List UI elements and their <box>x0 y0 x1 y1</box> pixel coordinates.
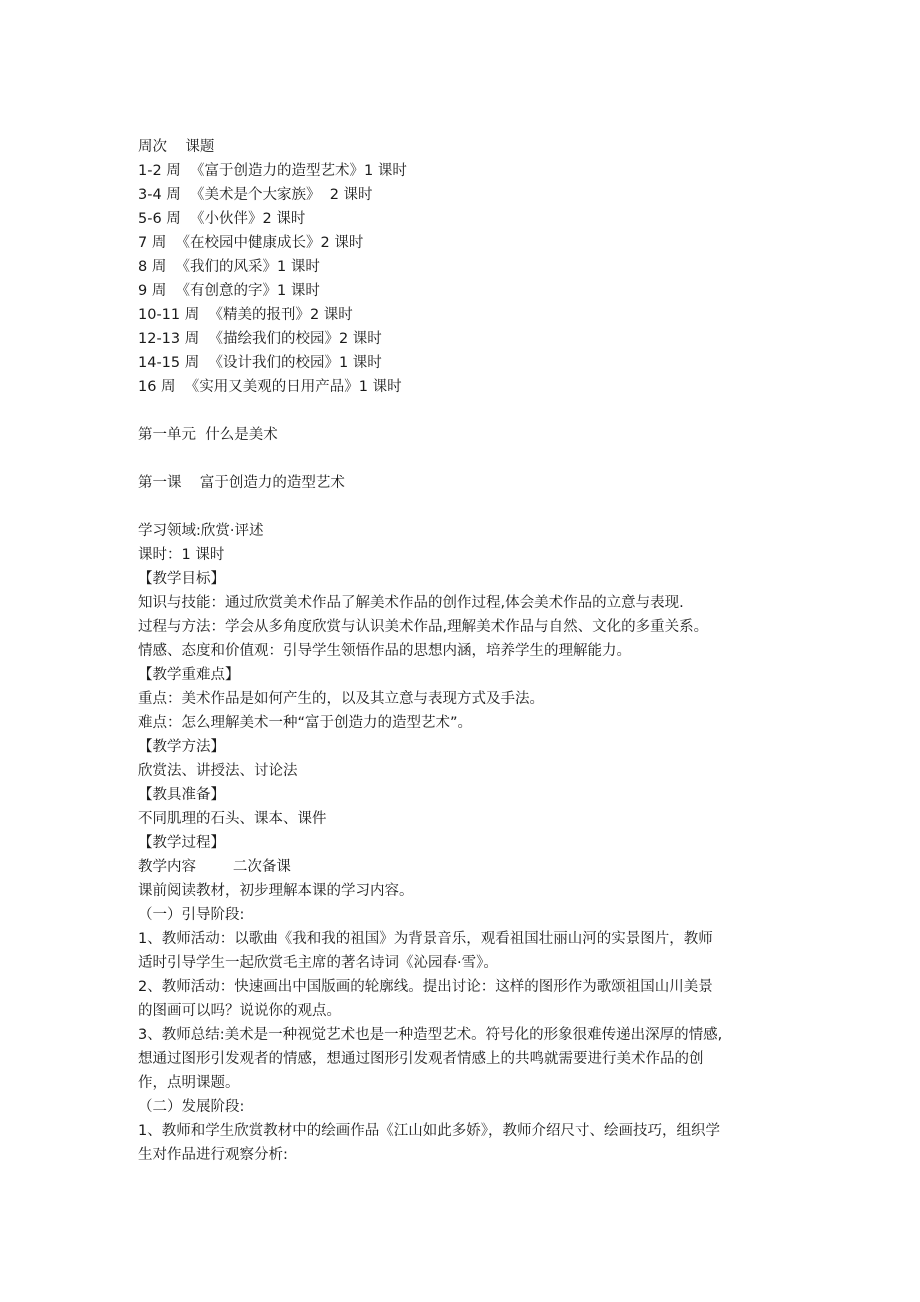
schedule-row: 10-11 周 《精美的报刊》2 课时 <box>138 307 353 323</box>
schedule-row: 8 周 《我们的风采》1 课时 <box>138 259 320 275</box>
document-page <box>138 135 788 1167</box>
schedule-row: 5-6 周 《小伙伴》2 课时 <box>138 211 306 227</box>
goal-attitude: 情感、态度和价值观：引导学生领悟作品的思想内涵，培养学生的理解能力。 <box>138 643 631 659</box>
tools-text: 不同肌理的石头、课本、课件 <box>138 811 327 827</box>
spacer <box>138 399 788 423</box>
process-columns: 教学内容 二次备课 <box>138 859 291 875</box>
key-point: 重点：美术作品是如何产生的，以及其立意与表现方式及手法。 <box>138 691 544 707</box>
method-heading: 【教学方法】 <box>138 739 225 755</box>
step-text: 2、教师活动：快速画出中国版画的轮廓线。提出讨论：这样的图形作为歌颂祖国山川美景 <box>138 979 713 995</box>
stage-one-heading: （一）引导阶段: <box>138 907 245 923</box>
step-text: 生对作品进行观察分析: <box>138 1147 288 1163</box>
key-heading: 【教学重难点】 <box>138 667 240 683</box>
preview-text: 课前阅读教材，初步理解本课的学习内容。 <box>138 883 414 899</box>
step-text: 3、教师总结:美术是一种视觉艺术也是一种造型艺术。符号化的形象很难传递出深厚的情感, <box>138 1027 723 1043</box>
step-text: 的图画可以吗？说说你的观点。 <box>138 1003 341 1019</box>
step-text: 适时引导学生一起欣赏毛主席的著名诗词《沁园春·雪》。 <box>138 955 498 971</box>
schedule-row: 16 周 《实用又美观的日用产品》1 课时 <box>138 379 402 395</box>
tools-heading: 【教具准备】 <box>138 787 225 803</box>
schedule-row: 7 周 《在校园中健康成长》2 课时 <box>138 235 364 251</box>
spacer <box>138 495 788 519</box>
goals-heading: 【教学目标】 <box>138 571 225 587</box>
schedule-row: 9 周 《有创意的字》1 课时 <box>138 283 320 299</box>
unit-title: 第一单元 什么是美术 <box>138 427 278 443</box>
process-heading: 【教学过程】 <box>138 835 225 851</box>
schedule-row: 1-2 周 《富于创造力的造型艺术》1 课时 <box>138 163 407 179</box>
learning-domain: 学习领域:欣赏·评述 <box>138 523 264 539</box>
step-text: 想通过图形引发观者的情感，想通过图形引发观者情感上的共鸣就需要进行美术作品的创 <box>138 1051 704 1067</box>
step-text: 1、教师和学生欣赏教材中的绘画作品《江山如此多娇》，教师介绍尺寸、绘画技巧，组织学 <box>138 1123 720 1139</box>
stage-two-heading: （二）发展阶段: <box>138 1099 245 1115</box>
schedule-row: 3-4 周 《美术是个大家族》 2 课时 <box>138 187 373 203</box>
difficulty-point: 难点：怎么理解美术一种“富于创造力的造型艺术”。 <box>138 715 473 731</box>
lesson-title: 第一课 富于创造力的造型艺术 <box>138 475 345 491</box>
step-text: 1、教师活动：以歌曲《我和我的祖国》为背景音乐，观看祖国壮丽山河的实景图片，教师 <box>138 931 713 947</box>
goal-knowledge: 知识与技能：通过欣赏美术作品了解美术作品的创作过程,体会美术作品的立意与表现. <box>138 595 684 611</box>
goal-process: 过程与方法：学会从多角度欣赏与认识美术作品,理解美术作品与自然、文化的多重关系。 <box>138 619 709 635</box>
lesson-hours: 课时：1 课时 <box>138 547 225 563</box>
step-text: 作，点明课题。 <box>138 1075 240 1091</box>
schedule-row: 14-15 周 《设计我们的校园》1 课时 <box>138 355 382 371</box>
spacer <box>138 447 788 471</box>
schedule-row: 12-13 周 《描绘我们的校园》2 课时 <box>138 331 382 347</box>
schedule-header: 周次 课题 <box>138 139 215 155</box>
methods-text: 欣赏法、讲授法、讨论法 <box>138 763 298 779</box>
